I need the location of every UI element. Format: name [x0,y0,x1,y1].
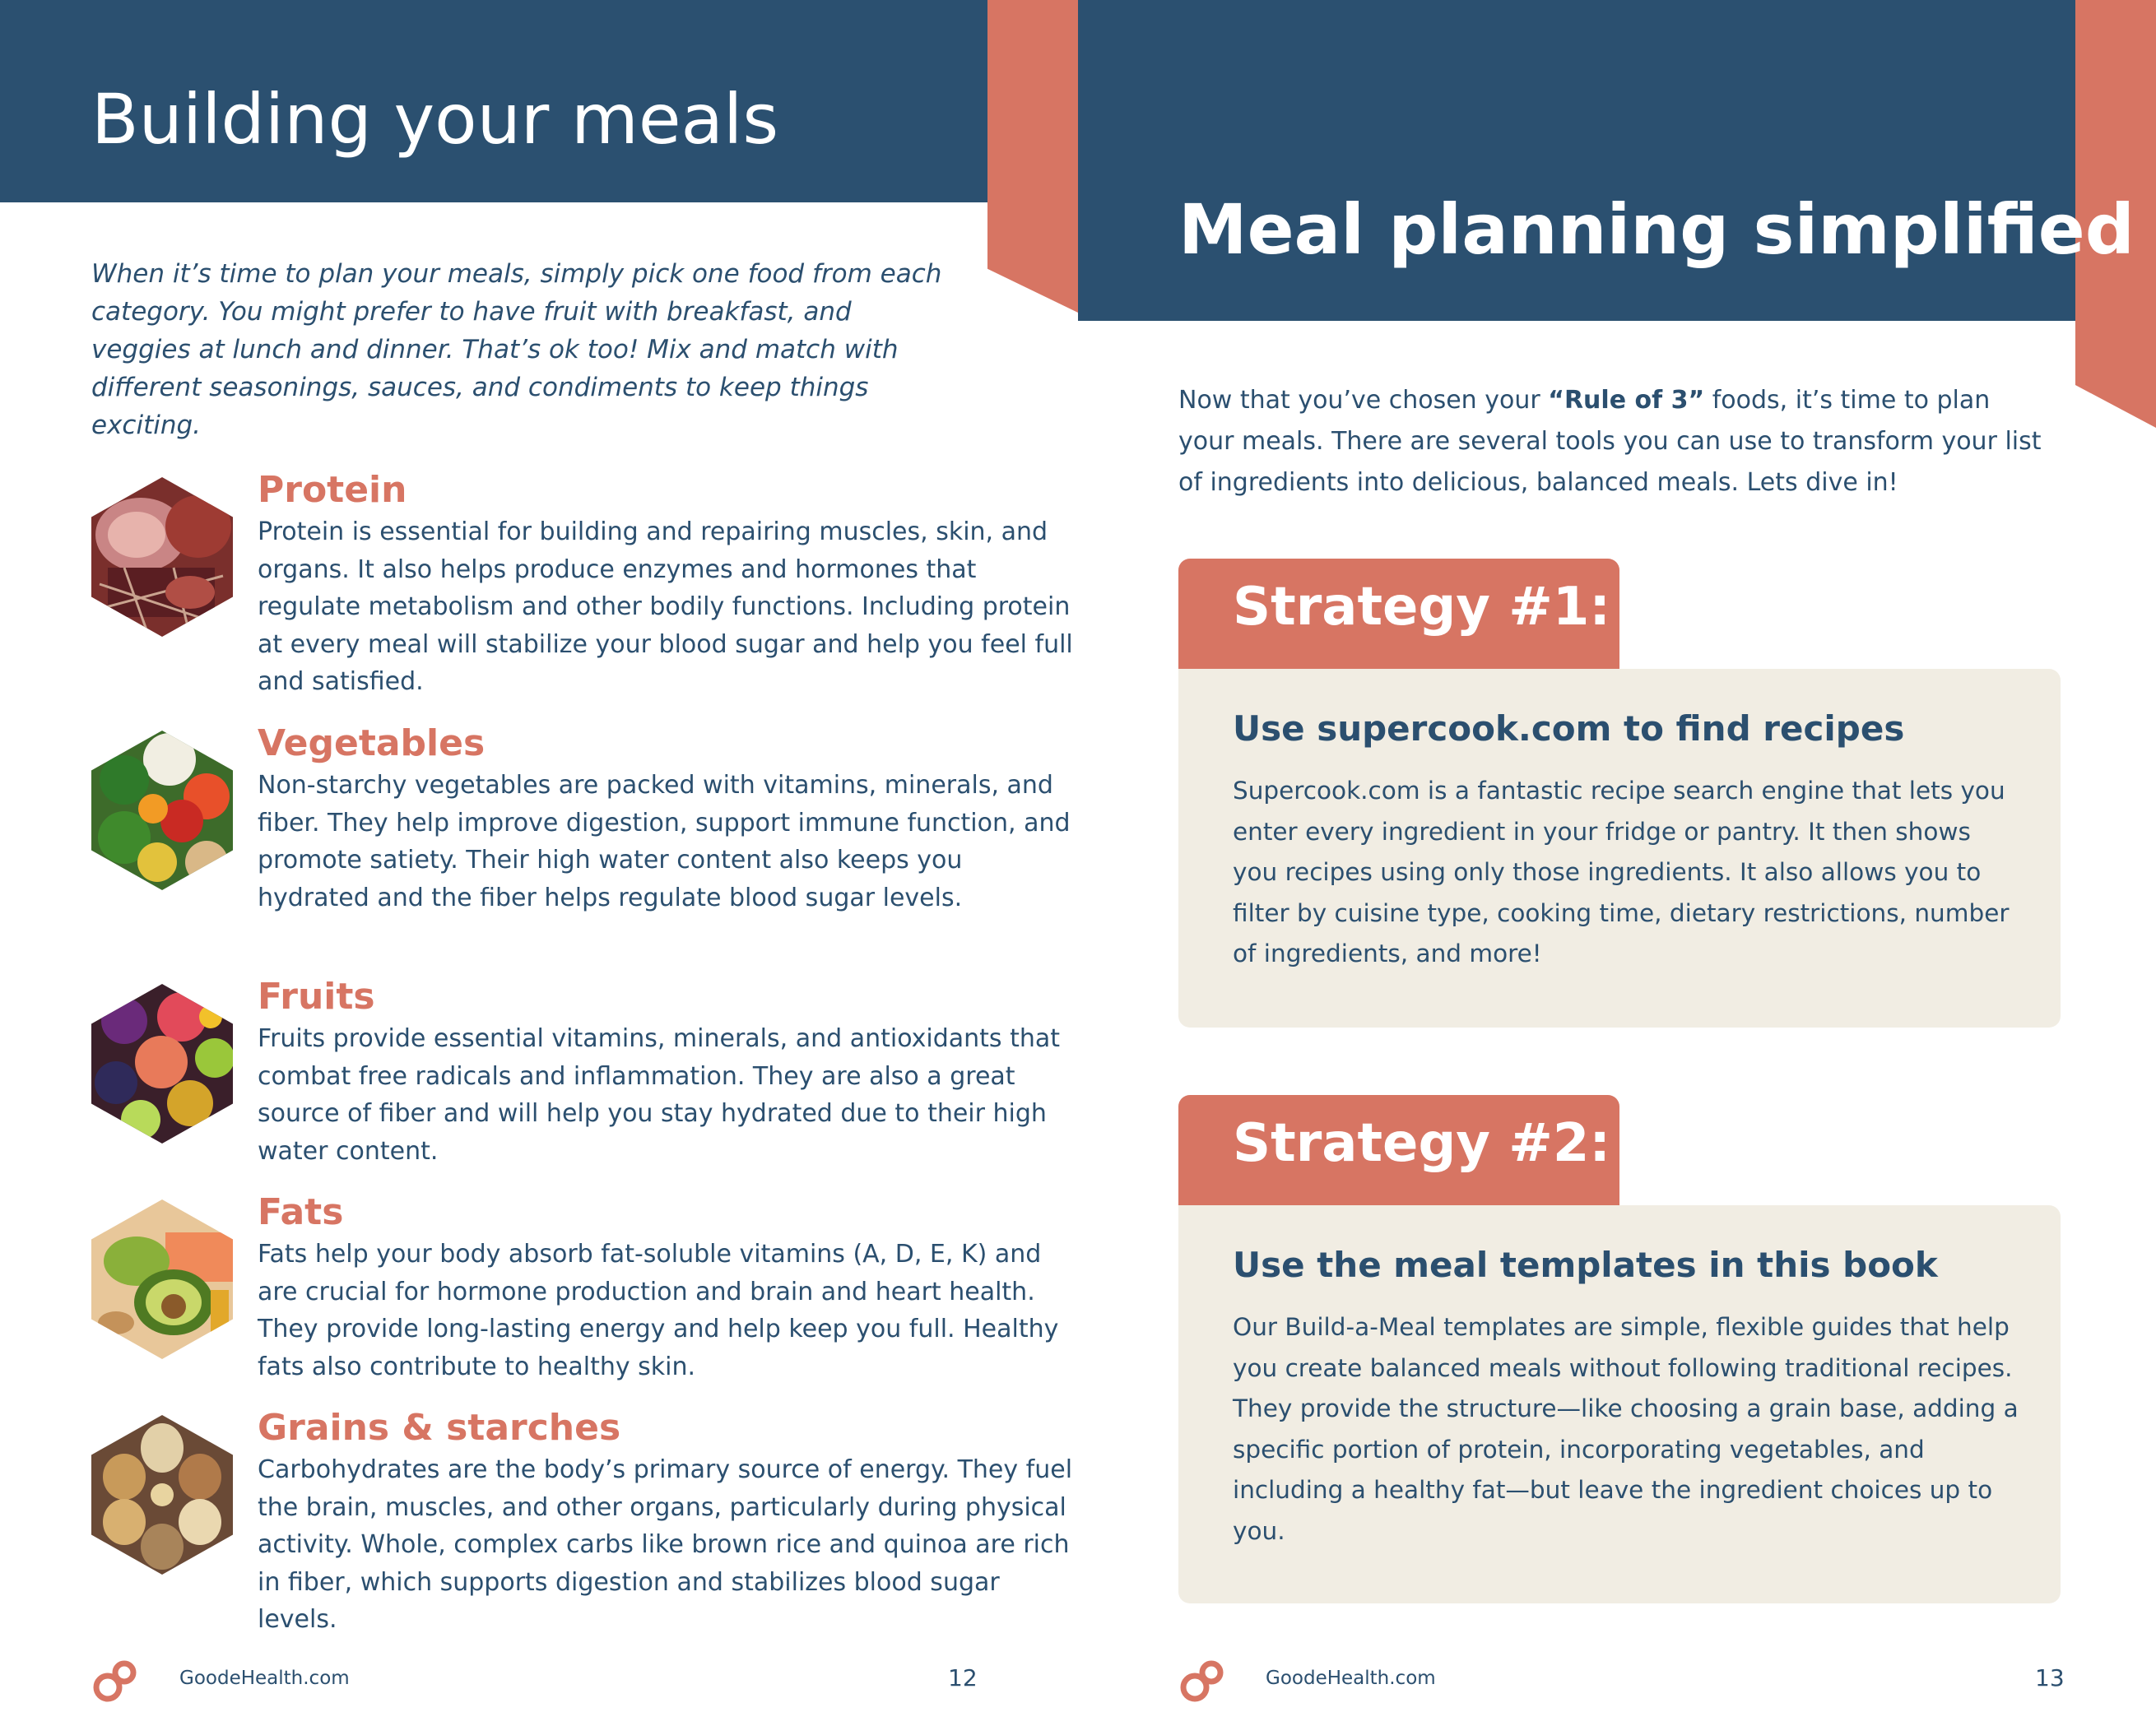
page-number: 12 [948,1664,978,1691]
page-number: 13 [2035,1664,2065,1691]
strategy-label: Strategy #2: [1233,1113,1610,1174]
right-header-banner [1078,0,2075,321]
category-title: Fats [258,1191,344,1233]
right-footer [1078,1658,2156,1707]
category-text: Protein is essential for building and repairing muscles, skin, and organs. It also helps produce enzymes and hormones that regulate metabolism and other bodily functions. Including protein at every meal will stabilize your blood sugar and help you feel full and satisfied. [258,517,1073,696]
goodehealth-logo-icon [91,1658,144,1707]
fruits-image [91,984,233,1144]
grains-image [91,1415,233,1575]
strategy-heading: Use the meal templates in this book [1233,1245,1938,1285]
right-intro-text: Now that you’ve chosen your “Rule of 3” foods, it’s time to plan your meals. There are several tools you can use to transform your list of ingredients into delicious, balanced meals. Lets dive in! [1178,386,2042,497]
footer-site-link[interactable]: GoodeHealth.com [1266,1668,1436,1689]
category-title: Fruits [258,976,375,1018]
vegetables-image [91,731,233,890]
left-page-title: Building your meals [91,79,779,160]
right-page-title: Meal planning simplified [1178,189,2135,270]
strategy-1-tab [1178,559,1619,670]
goodehealth-logo-icon [1178,1658,1231,1707]
right-page [1078,0,2156,1726]
category-text: Fats help your body absorb fat-soluble vitamins (A, D, E, K) and are crucial for hormone production and brain and heart health. They provide long-lasting energy and help keep you full. Healthy fats also contribute to healthy skin. [258,1240,1059,1381]
fats-image [91,1199,233,1359]
strategy-text: Supercook.com is a fantastic recipe search engine that lets you enter every ingredient in your fridge or pantry. It then shows you recipes using only those ingredients. It also allows you to filter by cuisine type, cooking time, dietary restrictions, number of ingredients, and more! [1233,777,2010,967]
strategy-heading: Use supercook.com to find recipes [1233,708,1905,749]
strategy-label: Strategy #1: [1233,577,1610,638]
left-footer [0,1658,1078,1707]
category-title: Protein [258,469,407,511]
footer-site-link[interactable]: GoodeHealth.com [179,1668,350,1689]
category-title: Grains & starches [258,1407,621,1449]
strategy-2-tab [1178,1095,1619,1207]
left-intro-text: When it’s time to plan your meals, simply pick one food from each category. You might prefer to have fruit with breakfast, and veggies at lunch and dinner. That’s ok too! Mix and match with different seasonings, sauces, and condiments to keep things exciting. [91,259,942,440]
strategy-2-box [1178,1205,2061,1603]
rule-of-3-emphasis: “Rule of 3” [1548,386,1705,415]
protein-image [91,477,233,637]
category-text: Non-starchy vegetables are packed with vitamins, minerals, and fiber. They help improve digestion, support immune function, and promote satiety. Their high water content also keeps you hydrated and the fiber helps regulate blood sugar levels. [258,771,1071,912]
strategy-1-box [1178,669,2061,1028]
left-ribbon-decoration [987,0,1078,313]
category-text: Fruits provide essential vitamins, minerals, and antioxidants that combat free radicals and inflammation. They are also a great source of fiber and will help you stay hydrated due to their high water content. [258,1024,1060,1166]
category-text: Carbohydrates are the body’s primary source of energy. They fuel the brain, muscles, and other organs, particularly during physical activity. Whole, complex carbs like brown rice and quinoa are rich in fiber, which supports digestion and stabilizes blood sugar levels. [258,1455,1073,1634]
category-title: Vegetables [258,722,486,764]
strategy-text: Our Build-a-Meal templates are simple, flexible guides that help you create balanced meals without following traditional recipes. They provide the structure—like choosing a grain base, adding a specific portion of protein, incorporating vegetables, and including a healthy fat—but leave the ingredient choices up to you. [1233,1313,2019,1545]
